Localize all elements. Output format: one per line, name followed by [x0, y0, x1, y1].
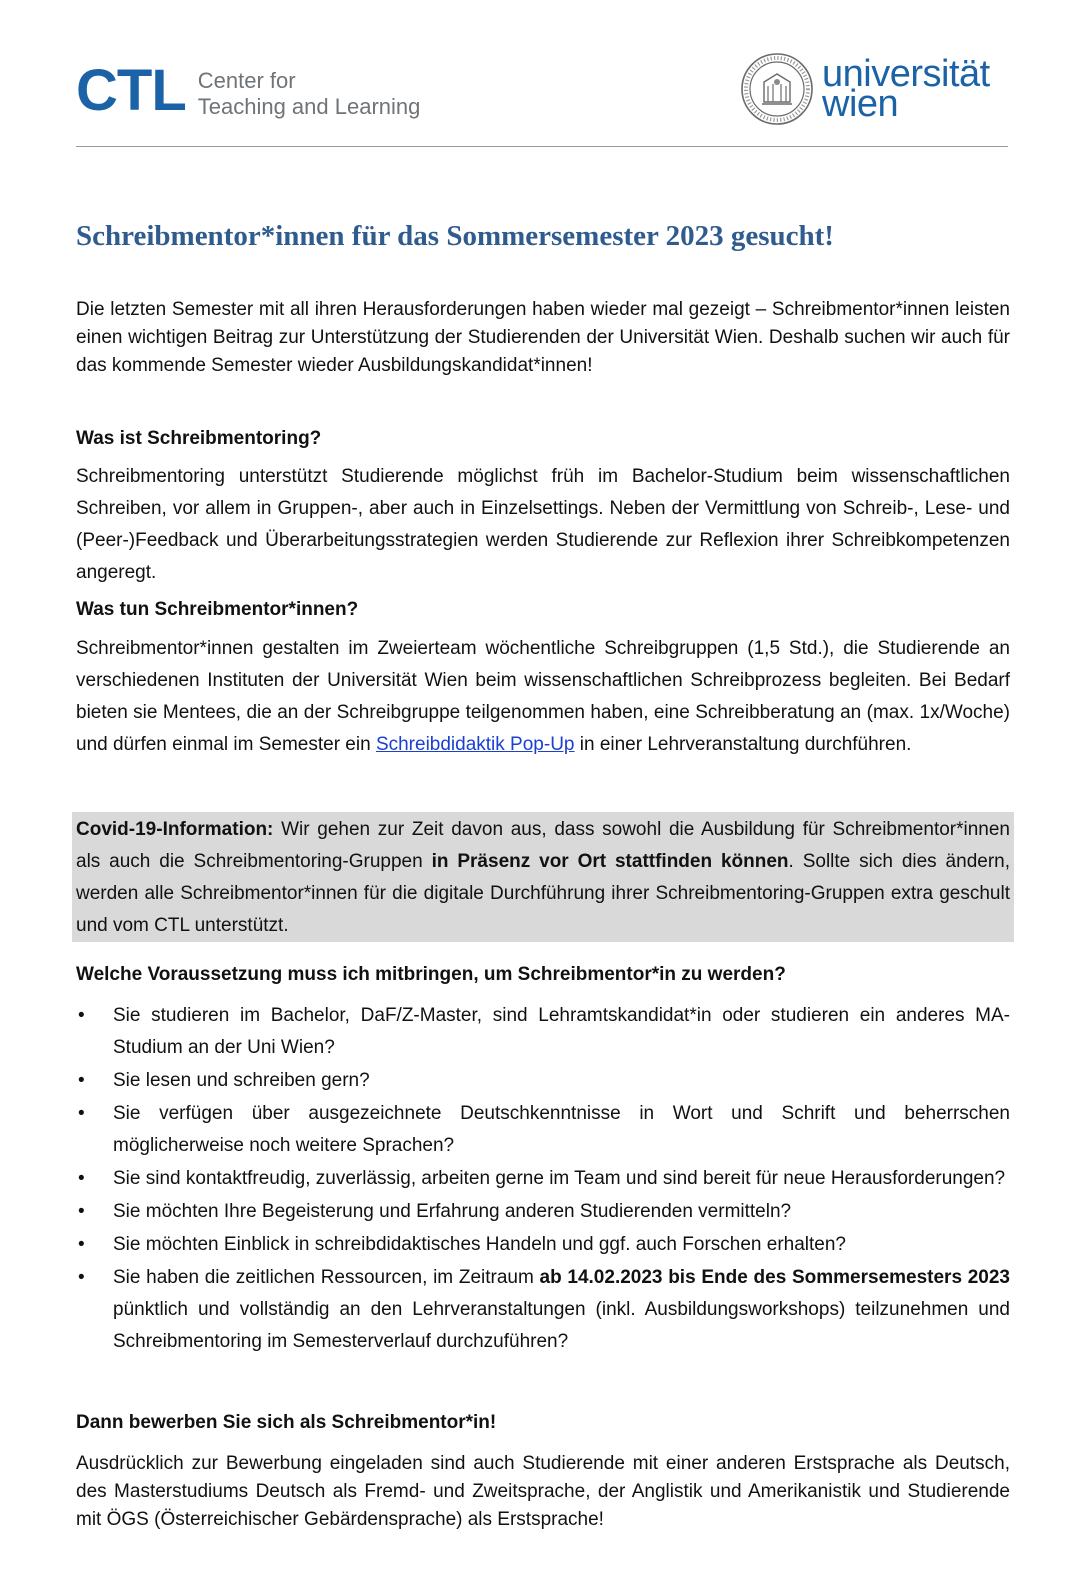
list-item-text: Sie sind kontaktfreudig, zuverlässig, arbeiten gerne im Team und sind bereit für neue Herausforderungen?: [113, 1168, 1006, 1189]
covid-info-label: Covid-19-Information:: [76, 819, 274, 840]
bullet-icon: •: [78, 1005, 85, 1026]
covid-info-text2: . Sollte sich dies ändern, werden alle Schreibmentor*innen für die digitale Durchführung ihrer Schreibmentoring-Gruppen extra geschult und vom CTL unterstützt.: [76, 851, 1010, 936]
university-seal-icon: [740, 52, 814, 126]
bullet-icon: •: [78, 1201, 85, 1222]
section-body-what-do-text2: in einer Lehrveranstaltung durchführen.: [574, 734, 912, 755]
list-item-text: Sie verfügen über ausgezeichnete Deutschkenntnisse in Wort und Schrift und beherrschen möglicherweise noch weitere Sprachen?: [113, 1103, 1010, 1156]
list-item: [76, 1229, 1010, 1261]
list-item-bold-dates: ab 14.02.2023 bis Ende des Sommersemesters 2023: [539, 1267, 1010, 1288]
section-body-what-do-text1: Schreibmentor*innen gestalten im Zweierteam wöchentliche Schreibgruppen (1,5 Std.), die Studierende an verschiedenen Instituten der Universität Wien beim wissenschaftlichen Schreibprozess begleiten. Bei Bedarf bieten sie Mentees, die an der Schreibgruppe teilgenommen haben, eine Schreibberatung an (max. 1x/Woche) und dürfen einmal im Semester ein: [76, 638, 1010, 755]
bullet-icon: •: [78, 1267, 85, 1288]
list-item-text: Sie lesen und schreiben gern?: [113, 1070, 370, 1091]
requirements-list: [76, 1000, 1010, 1359]
section-heading-requirements: Welche Voraussetzung muss ich mitbringen, um Schreibmentor*in zu werden?: [76, 964, 786, 985]
university-logo: [740, 52, 990, 126]
list-item-text: Sie möchten Einblick in schreibdidaktisches Handeln und ggf. auch Forschen erhalten?: [113, 1234, 846, 1255]
university-logo-line1: universität: [822, 53, 990, 95]
section-body-what-is: Schreibmentoring unterstützt Studierende möglichst früh im Bachelor-Studium beim wissenschaftlichen Schreiben, vor allem in Gruppen-, aber auch in Einzelsettings. Neben der Vermittlung von Schreib-, Lese- und (Peer-)Feedback und Überarbeitungsstrategien werden Studierende zur Reflexion ihrer Schreibkompetenzen angeregt.: [76, 466, 1010, 583]
list-item: [76, 1000, 1010, 1064]
list-item-text-1: Sie haben die zeitlichen Ressourcen, im Zeitraum: [113, 1267, 540, 1288]
list-item: [76, 1065, 1010, 1097]
list-item-text: Sie möchten Ihre Begeisterung und Erfahrung anderen Studierenden vermitteln?: [113, 1201, 792, 1222]
list-item: [76, 1163, 1010, 1195]
section-heading-what-do: Was tun Schreibmentor*innen?: [76, 599, 359, 620]
bullet-icon: •: [78, 1234, 85, 1255]
ctl-logo-text: [198, 68, 421, 120]
bullet-icon: •: [78, 1103, 85, 1124]
section-heading-what-is: Was ist Schreibmentoring?: [76, 428, 322, 449]
ctl-logo-mark: CTL: [76, 58, 186, 123]
header-divider: [76, 146, 1008, 147]
list-item-text: Sie studieren im Bachelor, DaF/Z-Master, sind Lehramtskandidat*in oder studieren ein anderes MA-Studium an der Uni Wien?: [113, 1005, 1010, 1058]
university-logo-line2: wien: [822, 83, 899, 125]
list-item: [76, 1262, 1010, 1358]
ctl-logo-line2: Teaching and Learning: [197, 94, 421, 119]
schreibdidaktik-popup-link[interactable]: Schreibdidaktik Pop-Up: [375, 734, 575, 755]
covid-info-bold: in Präsenz vor Ort stattfinden können: [431, 851, 789, 872]
bullet-icon: •: [78, 1070, 85, 1091]
ctl-logo-line1: Center for: [197, 68, 296, 93]
section-body-what-do: [76, 633, 1010, 761]
list-item-text-2: pünktlich und vollständig an den Lehrveranstaltungen (inkl. Ausbildungsworkshops) teilzunehmen und Schreibmentoring im Semesterverlauf durchzuführen?: [113, 1299, 1010, 1352]
list-item: [76, 1196, 1010, 1228]
page-title: Schreibmentor*innen für das Sommersemester 2023 gesucht!: [76, 220, 834, 252]
list-item: [76, 1098, 1010, 1162]
ctl-logo: [76, 58, 421, 123]
section-body-apply: Ausdrücklich zur Bewerbung eingeladen sind auch Studierende mit einer anderen Erstsprache als Deutsch, des Masterstudiums Deutsch als Fremd- und Zweitsprache, der Anglistik und Amerikanistik und Studierende mit ÖGS (Österreichischer Gebärdensprache) als Erstsprache!: [76, 1453, 1010, 1530]
bullet-icon: •: [78, 1168, 85, 1189]
intro-paragraph: Die letzten Semester mit all ihren Herausforderungen haben wieder mal gezeigt – Schreibmentor*innen leisten einen wichtigen Beitrag zur Unterstützung der Studierenden der Universität Wien. Deshalb suchen wir auch für das kommende Semester wieder Ausbildungskandidat*innen!: [76, 299, 1010, 376]
covid-info-text1: Wir gehen zur Zeit davon aus, dass sowohl die Ausbildung für Schreibmentor*innen als auch die Schreibmentoring-Gruppen: [76, 819, 1010, 872]
covid-info-text: [76, 814, 1010, 942]
section-heading-apply: Dann bewerben Sie sich als Schreibmentor*in!: [76, 1412, 497, 1433]
university-logo-text: [822, 53, 990, 125]
